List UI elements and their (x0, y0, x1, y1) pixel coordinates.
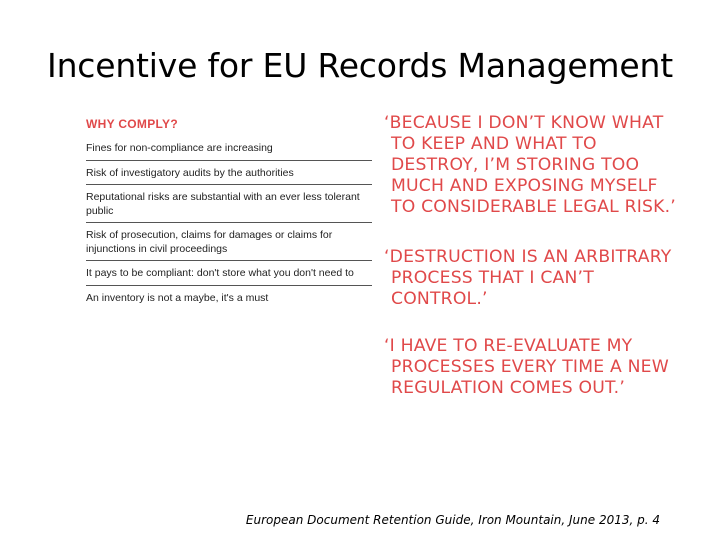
source-citation: European Document Retention Guide, Iron Mountain, June 2013, p. 4 (245, 513, 660, 527)
slide-title: Incentive for EU Records Management (47, 46, 673, 85)
reason-item-inventory: An inventory is not a maybe, it's a must (86, 291, 269, 304)
reason-item-fines: Fines for non-compliance are increasing (86, 142, 372, 161)
reasons-list (86, 142, 372, 315)
quote-destruction: ‘DESTRUCTION IS AN ARBITRARY PROCESS THAT I CAN’T CONTROL.’ (384, 247, 672, 309)
reason-item-reputation: Reputational risks are substantial with an ever less tolerant public (86, 191, 372, 223)
reason-item-audits: Risk of investigatory audits by the authorities (86, 167, 372, 186)
quotes-column (384, 113, 684, 399)
quote-keep-destroy: ‘BECAUSE I DON’T KNOW WHAT TO KEEP AND WHAT TO DESTROY, I’M STORING TOO MUCH AND EXPOSING MYSELF TO CONSIDERABLE LEGAL RISK.’ (384, 113, 676, 217)
reason-item-prosecution: Risk of prosecution, claims for damages or claims for injunctions in civil proceedings (86, 229, 372, 261)
reason-item-pays: It pays to be compliant: don't store what you don't need to (86, 267, 372, 286)
quote-re-evaluate: ‘I HAVE TO RE-EVALUATE MY PROCESSES EVERY TIME A NEW REGULATION COMES OUT.’ (384, 336, 669, 398)
why-comply-heading: WHY COMPLY? (86, 117, 178, 131)
